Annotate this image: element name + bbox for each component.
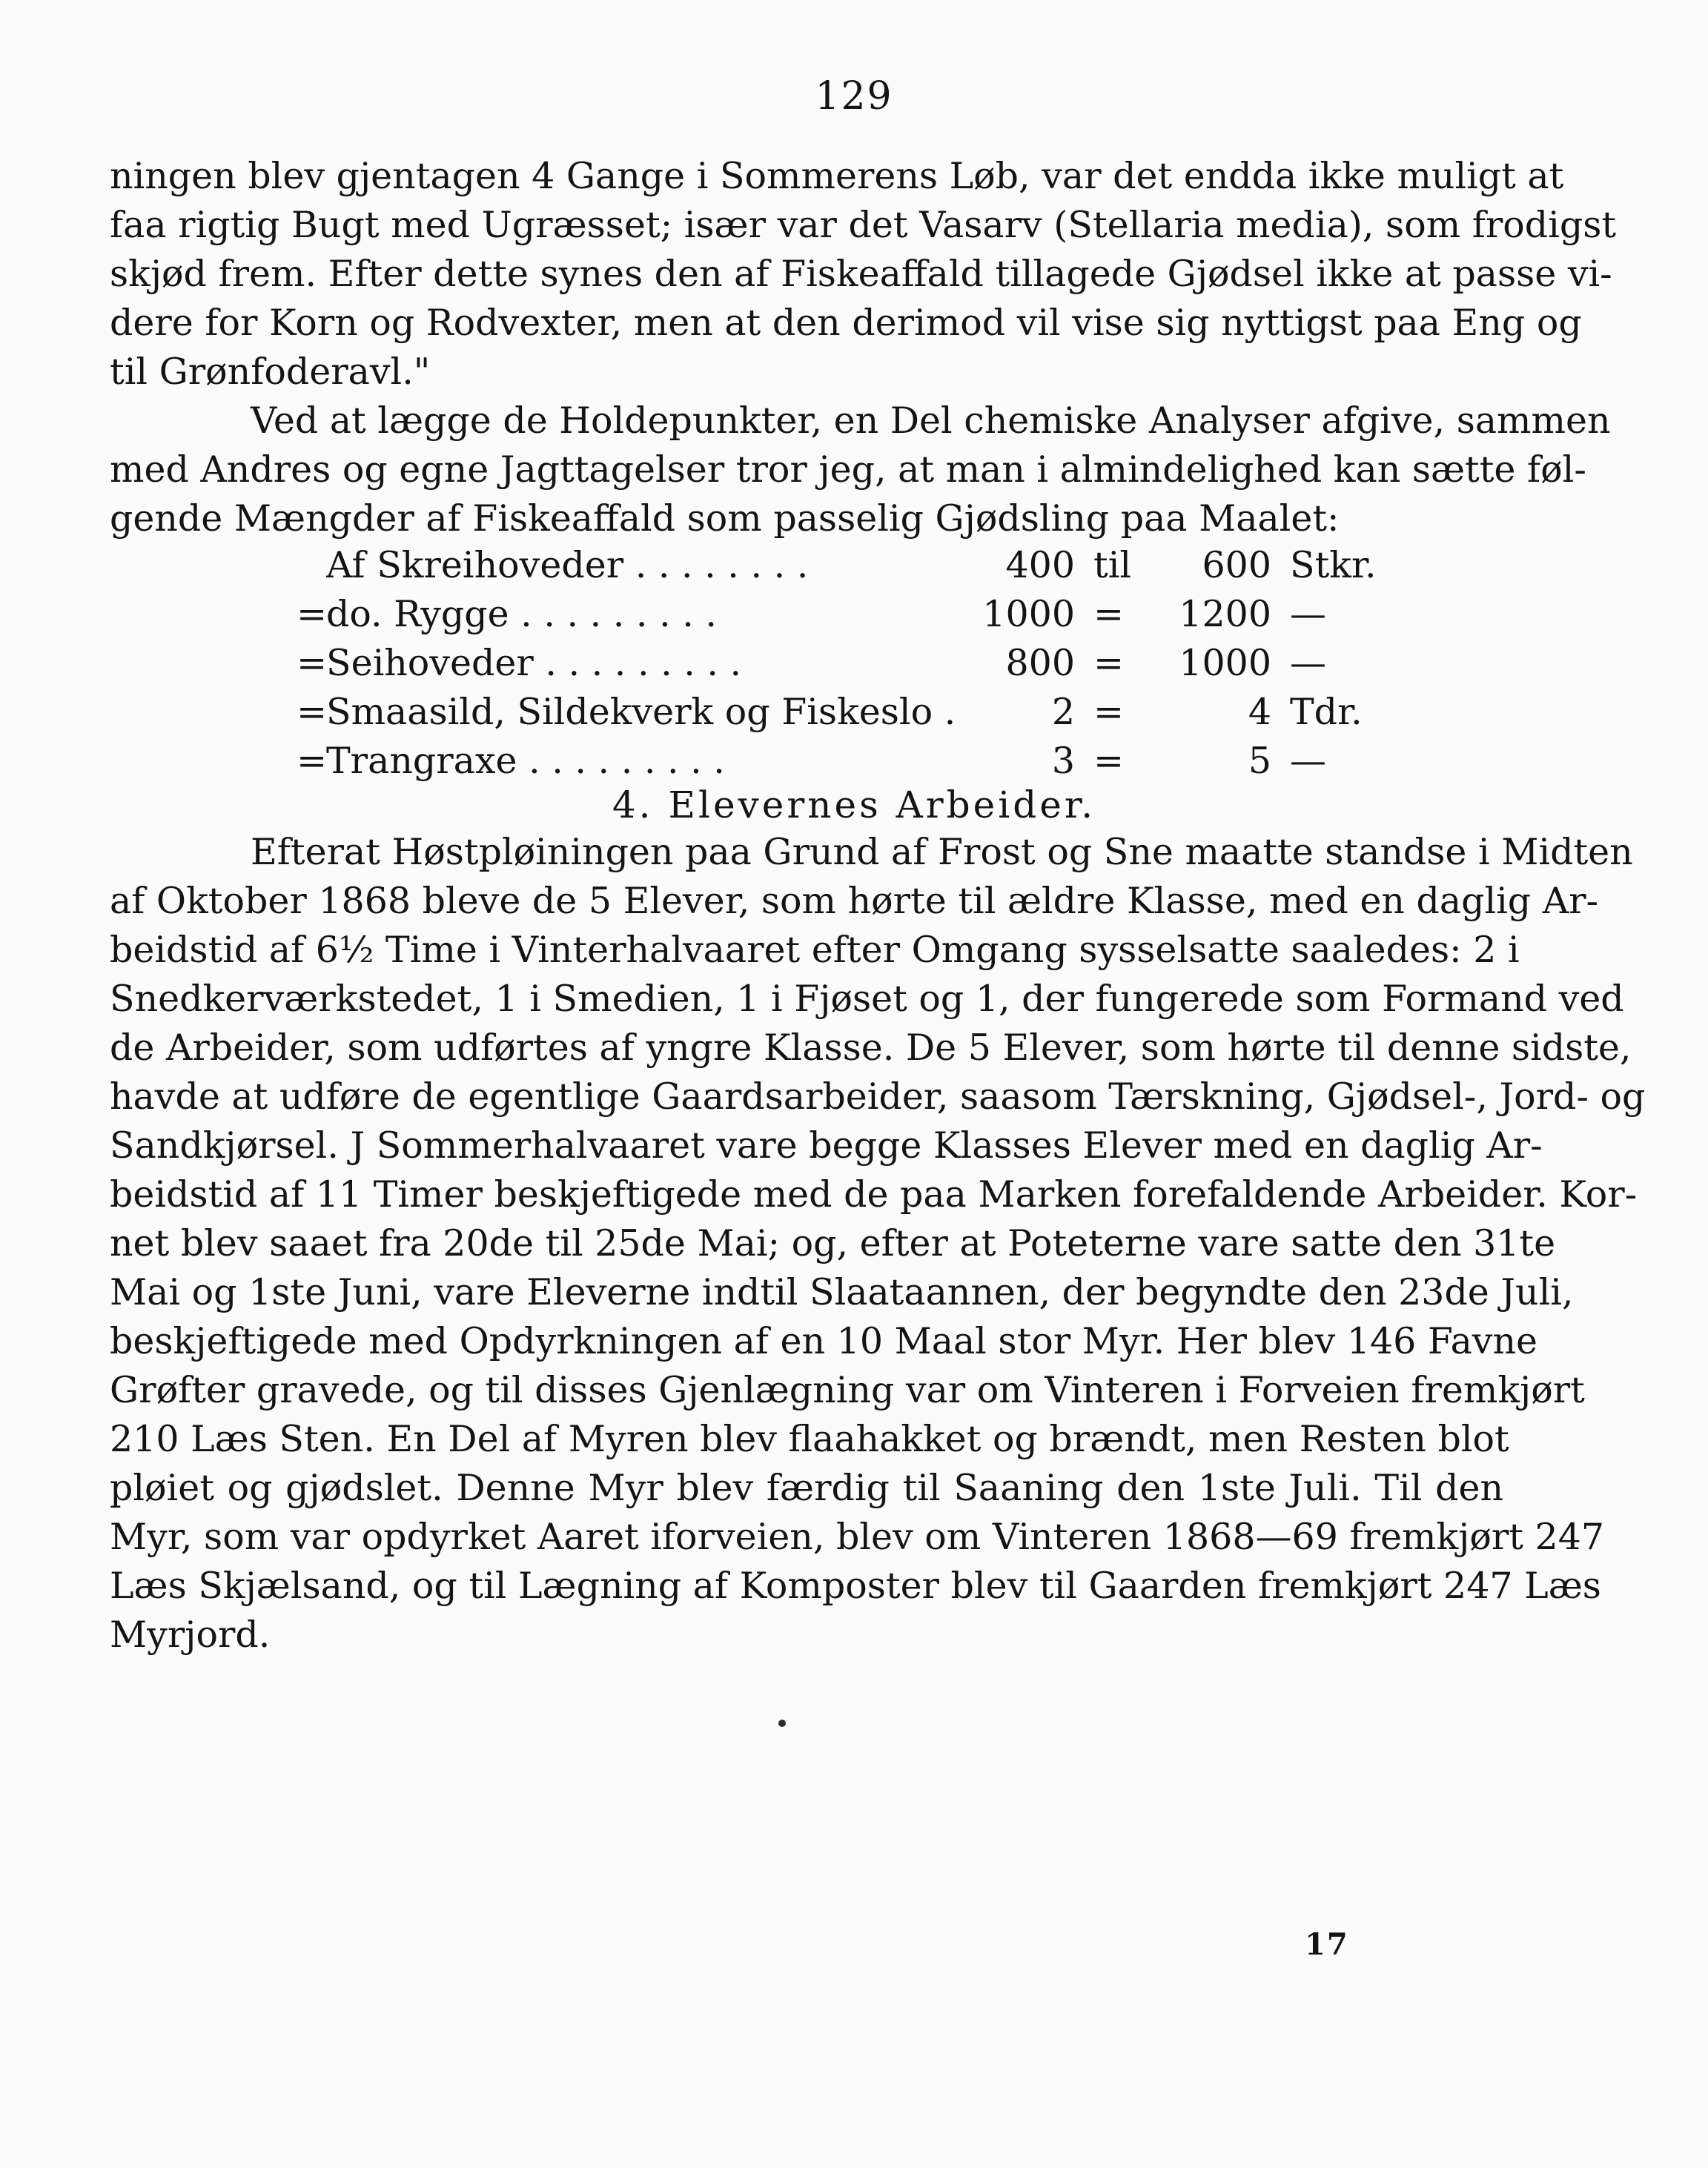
amount-from: 400	[1005, 544, 1075, 586]
text-line: Efterat Høstpløiningen paa Grund af Frost og Sne maatte standse i Midten	[251, 831, 1633, 873]
text-line: af Oktober 1868 bleve de 5 Elever, som hørte til ældre Klasse, med en daglig Ar-	[110, 880, 1599, 922]
ditto-mark: =	[297, 593, 328, 635]
amount-to: 1200	[1179, 593, 1271, 635]
text-line: faa rigtig Bugt med Ugræsset; især var det Vasarv (Stellaria media), som frodigst	[110, 204, 1617, 246]
text-line: Sandkjørsel. J Sommerhalvaaret vare begge Klasses Elever med en daglig Ar-	[110, 1124, 1543, 1167]
ditto-mark: =	[297, 642, 328, 684]
text-line: Myr, som var opdyrket Aaret iforveien, blev om Vinteren 1868—69 fremkjørt 247	[110, 1516, 1605, 1558]
row-label: Af Skreihoveder . . . . . . . .	[326, 544, 809, 586]
text-line: Myrjord.	[110, 1614, 271, 1656]
text-line: net blev saaet fra 20de til 25de Mai; og, efter at Poteterne vare satte den 31te	[110, 1222, 1556, 1264]
row-label: Seihoveder . . . . . . . . .	[326, 642, 742, 684]
amount-from: 1000	[982, 593, 1075, 635]
text-line: de Arbeider, som udførtes af yngre Klasse. De 5 Elever, som hørte til denne sidste,	[110, 1027, 1632, 1069]
signature-mark: 17	[1305, 1927, 1349, 1962]
amount-to: 4	[1248, 691, 1271, 733]
text-line: Snedkerværkstedet, 1 i Smedien, 1 i Fjøset og 1, der fungerede som Formand ved	[110, 978, 1624, 1020]
unit: Tdr.	[1290, 691, 1363, 733]
amount-from: 800	[1005, 642, 1075, 684]
table-row	[297, 688, 1364, 737]
range-separator: =	[1093, 740, 1125, 782]
text-line: ningen blev gjentagen 4 Gange i Sommerens Løb, var det endda ikke muligt at	[110, 155, 1564, 197]
range-separator: =	[1093, 642, 1125, 684]
section-heading: 4. Elevernes Arbeider.	[612, 783, 1096, 826]
text-line: havde at udføre de egentlige Gaardsarbeider, saasom Tærskning, Gjødsel-, Jord- og	[110, 1075, 1646, 1118]
table-row	[297, 737, 1364, 786]
range-separator: =	[1093, 691, 1125, 733]
amount-to: 5	[1248, 740, 1271, 782]
amount-from: 3	[1051, 740, 1075, 782]
fertilizer-quantity-table	[297, 541, 1377, 786]
table-row	[297, 541, 1377, 590]
text-line: beidstid af 6½ Time i Vinterhalvaaret efter Omgang sysselsatte saaledes: 2 i	[110, 929, 1520, 971]
ditto-mark: =	[297, 740, 328, 782]
text-line: 210 Læs Sten. En Del af Myren blev flaahakket og brændt, men Resten blot	[110, 1418, 1509, 1460]
table-row	[297, 639, 1364, 688]
unit: —	[1290, 593, 1326, 635]
text-line: Grøfter gravede, og til disses Gjenlægning var om Vinteren i Forveien fremkjørt	[110, 1369, 1585, 1411]
range-separator: til	[1093, 544, 1132, 586]
amount-to: 1000	[1179, 642, 1271, 684]
text-line: med Andres og egne Jagttagelser tror jeg, at man i almindelighed kan sætte føl-	[110, 448, 1586, 491]
row-label: do. Rygge . . . . . . . . .	[326, 593, 717, 635]
table-row	[297, 590, 1364, 639]
text-line: Læs Skjælsand, og til Lægning af Komposter blev til Gaarden fremkjørt 247 Læs	[110, 1565, 1601, 1607]
page-number: 129	[815, 74, 893, 119]
text-line: til Grønfoderavl."	[110, 351, 431, 393]
amount-from: 2	[1051, 691, 1075, 733]
row-label: Trangraxe . . . . . . . . .	[326, 740, 725, 782]
text-line: dere for Korn og Rodvexter, men at den derimod vil vise sig nyttigst paa Eng og	[110, 302, 1582, 344]
text-line: Mai og 1ste Juni, vare Eleverne indtil Slaataannen, der begyndte den 23de Juli,	[110, 1271, 1574, 1313]
ink-dot	[778, 1720, 786, 1727]
paragraph-student-work	[110, 828, 1646, 1660]
text-line: pløiet og gjødslet. Denne Myr blev færdig til Saaning den 1ste Juli. Til den	[110, 1467, 1503, 1509]
unit: —	[1290, 740, 1326, 782]
text-line: Ved at lægge de Holdepunkter, en Del chemiske Analyser afgive, sammen	[251, 400, 1611, 442]
text-line: beskjeftigede med Opdyrkningen af en 10 Maal stor Myr. Her blev 146 Favne	[110, 1320, 1538, 1362]
unit: —	[1290, 642, 1326, 684]
row-label: Smaasild, Sildekverk og Fiskeslo .	[326, 691, 956, 733]
unit: Stkr.	[1290, 544, 1377, 586]
paragraph-fertilizer-intro	[110, 397, 1611, 543]
text-line: skjød frem. Efter dette synes den af Fiskeaffald tillagede Gjødsel ikke at passe vi-	[110, 253, 1612, 295]
ditto-mark: =	[297, 691, 328, 733]
text-line: gende Mængder af Fiskeaffald som passelig Gjødsling paa Maalet:	[110, 497, 1340, 540]
paragraph-continuation	[110, 152, 1617, 397]
range-separator: =	[1093, 593, 1125, 635]
amount-to: 600	[1202, 544, 1271, 586]
text-line: beidstid af 11 Timer beskjeftigede med de paa Marken forefaldende Arbeider. Kor-	[110, 1173, 1638, 1216]
